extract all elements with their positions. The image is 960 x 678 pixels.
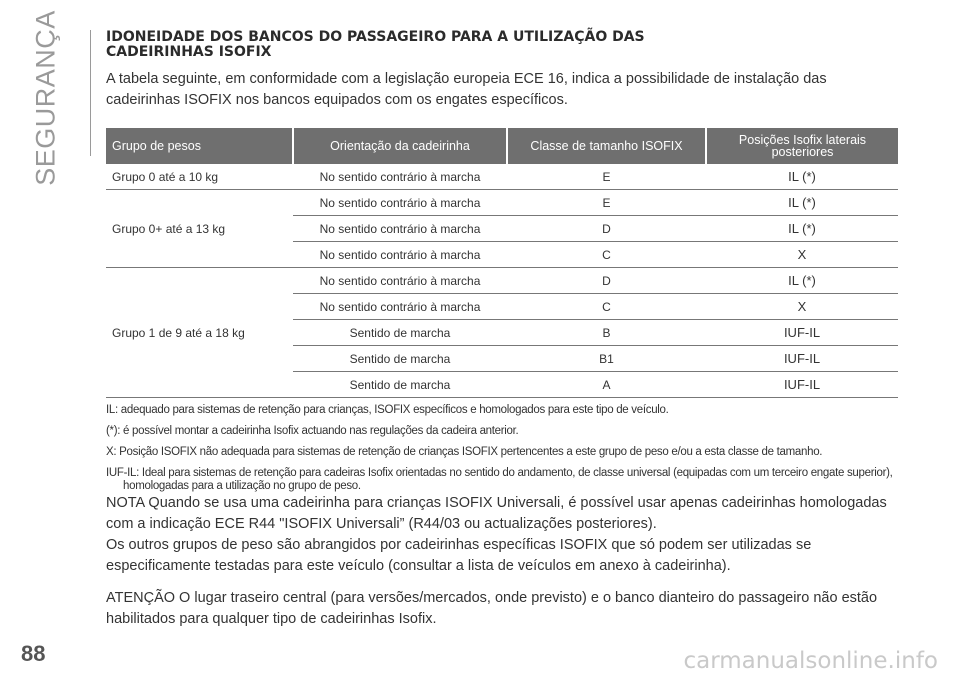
position-cell: IL (*): [706, 164, 898, 190]
position-cell: IUF-IL: [706, 320, 898, 346]
site-watermark: carmanualsonline.info: [683, 648, 938, 674]
position-cell: IUF-IL: [706, 346, 898, 372]
size-class-cell: C: [507, 294, 706, 320]
note-iuf-il: [106, 467, 900, 493]
weight-group-cell: Grupo 0 até a 10 kg: [106, 164, 293, 190]
orientation-cell: Sentido de marcha: [293, 320, 507, 346]
intro-paragraph: A tabela seguinte, em conformidade com a legislação europeia ECE 16, indica a possibilidade de instalação das cadeirinhas ISOFIX nos bancos equipados com os engates específicos.: [106, 71, 827, 108]
size-class-cell: E: [507, 190, 706, 216]
weight-group-cell: Grupo 1 de 9 até a 18 kg: [106, 268, 293, 398]
position-cell: IL (*): [706, 190, 898, 216]
size-class-cell: A: [507, 372, 706, 398]
position-cell: IL (*): [706, 268, 898, 294]
header-group: Grupo de pesos: [106, 128, 293, 164]
size-class-cell: B1: [507, 346, 706, 372]
note-il: IL: adequado para sistemas de retenção para crianças, ISOFIX específicos e homologados para este tipo de veículo.: [106, 404, 669, 416]
note-iuf-il-line-1: IUF-IL: Ideal para sistemas de retenção para cadeiras Isofix orientadas no sentido do andamento, de classe universal (equipadas com um terceiro engate superior),: [106, 467, 893, 479]
position-cell: X: [706, 242, 898, 268]
position-cell: X: [706, 294, 898, 320]
orientation-cell: No sentido contrário à marcha: [293, 190, 507, 216]
section-name: SEGURANÇA: [30, 10, 61, 186]
size-class-cell: D: [507, 216, 706, 242]
header-positions-line-1: Posições Isofix laterais: [738, 133, 867, 147]
table-header-row: [106, 128, 898, 164]
note-asterisk: (*): é possível montar a cadeirinha Isofix actuando nas regulações da cadeira anterior.: [106, 425, 519, 437]
section-side-label: [14, 10, 78, 186]
table-row: [106, 190, 898, 216]
title-line-1: IDONEIDADE DOS BANCOS DO PASSAGEIRO PARA A UTILIZAÇÃO DAS: [106, 29, 645, 45]
size-class-cell: D: [507, 268, 706, 294]
position-cell: IUF-IL: [706, 372, 898, 398]
page-content: [106, 30, 900, 630]
page-number: 88: [21, 641, 46, 666]
orientation-cell: No sentido contrário à marcha: [293, 294, 507, 320]
orientation-cell: No sentido contrário à marcha: [293, 242, 507, 268]
orientation-cell: Sentido de marcha: [293, 372, 507, 398]
table-notes: [106, 404, 900, 493]
orientation-cell: Sentido de marcha: [293, 346, 507, 372]
header-size-class: Classe de tamanho ISOFIX: [507, 128, 706, 164]
header-positions-line-2: posteriores: [771, 145, 834, 159]
other-groups-paragraph: Os outros grupos de peso são abrangidos por cadeirinhas específicas ISOFIX que só podem ser utilizadas se especificamente testadas para este veículo (consultar a lista de veículos em anexo à cadeirinha).: [106, 537, 812, 574]
weight-group-cell: Grupo 0+ até a 13 kg: [106, 190, 293, 268]
note-iuf-il-line-2: homologadas para a utilização no grupo de peso.: [123, 480, 361, 492]
size-class-cell: C: [507, 242, 706, 268]
orientation-cell: No sentido contrário à marcha: [293, 164, 507, 190]
table-row: [106, 164, 898, 190]
title-line-2: CADEIRINHAS ISOFIX: [106, 44, 272, 60]
orientation-cell: No sentido contrário à marcha: [293, 216, 507, 242]
nota-paragraph: NOTA Quando se usa uma cadeirinha para crianças ISOFIX Universali, é possível usar apenas cadeirinhas homologadas com a indicação ECE R44 "ISOFIX Universali” (R44/03 ou actualizações posteriores).: [106, 495, 887, 532]
size-class-cell: E: [507, 164, 706, 190]
header-positions: [706, 128, 898, 164]
isofix-table: [106, 128, 898, 398]
orientation-cell: No sentido contrário à marcha: [293, 268, 507, 294]
position-cell: IL (*): [706, 216, 898, 242]
size-class-cell: B: [507, 320, 706, 346]
page-title: [106, 30, 900, 60]
side-divider: [90, 30, 91, 156]
warning-paragraph: ATENÇÃO O lugar traseiro central (para versões/mercados, onde previsto) e o banco dianteiro do passageiro não estão habilitados para qualquer tipo de cadeirinhas Isofix.: [106, 590, 878, 627]
table-row: [106, 268, 898, 294]
note-x: X: Posição ISOFIX não adequada para sistemas de retenção de crianças ISOFIX pertencentes a este grupo de peso e/ou a esta classe de tamanho.: [106, 446, 823, 458]
header-orientation: Orientação da cadeirinha: [293, 128, 507, 164]
